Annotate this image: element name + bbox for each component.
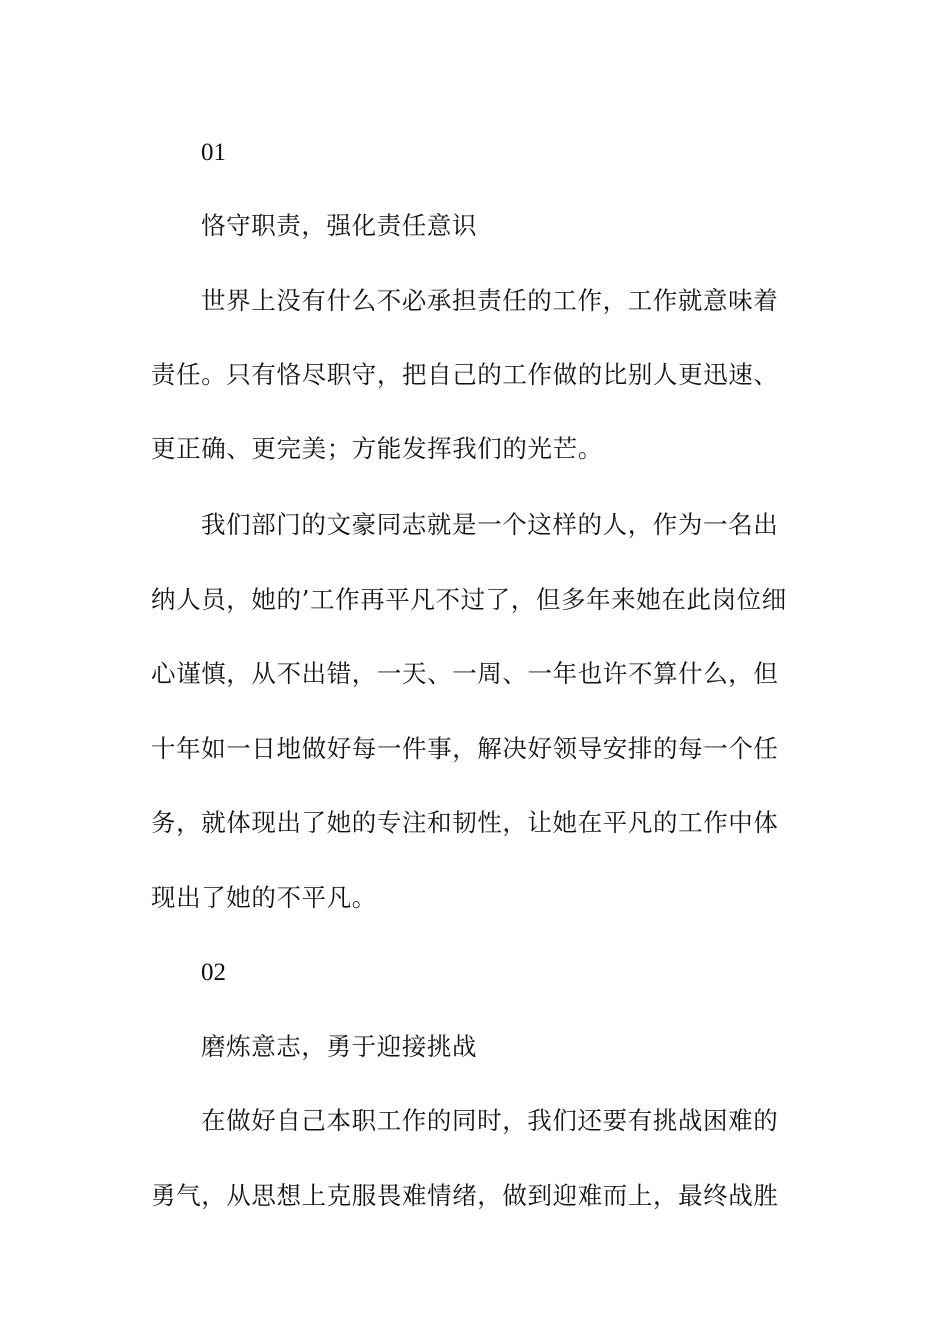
paragraph-line: 更正确、更完美；方能发挥我们的光芒。 [151,434,603,463]
paragraph-line: 勇气，从思想上克服畏难情绪，做到迎难而上，最终战胜 [151,1181,779,1210]
paragraph-line: 务，就体现出了她的专注和韧性，让她在平凡的工作中体 [151,808,779,837]
paragraph-line: 世界上没有什么不必承担责任的工作，工作就意味着 [201,286,779,315]
section-number: 02 [201,959,226,986]
section-heading: 恪守职责，强化责任意识 [201,211,478,240]
section-heading: 磨炼意志，勇于迎接挑战 [201,1032,478,1061]
section-number: 01 [201,139,226,166]
paragraph-line: 责任。只有恪尽职守，把自己的工作做的比别人更迅速、 [151,360,779,389]
paragraph-line: 纳人员，她的’工作再平凡不过了，但多年来她在此岗位细 [151,585,787,614]
paragraph-line: 现出了她的不平凡。 [151,883,377,912]
paragraph-line: 心谨慎，从不出错，一天、一周、一年也许不算什么，但 [151,659,779,688]
paragraph-line: 十年如一日地做好每一件事，解决好领导安排的每一个任 [151,734,779,763]
paragraph-line: 我们部门的文豪同志就是一个这样的人，作为一名出 [201,510,779,539]
paragraph-line: 在做好自己本职工作的同时，我们还要有挑战困难的 [201,1106,779,1135]
